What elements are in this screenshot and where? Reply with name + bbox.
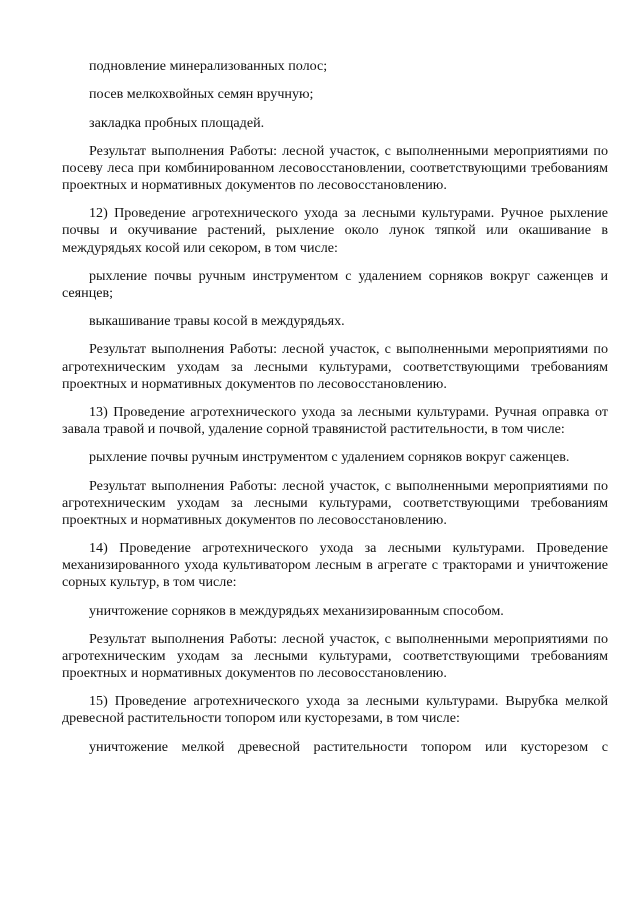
paragraph-weed-destruction: уничтожение сорняков в междурядьях механизированным способом. (89, 602, 504, 619)
paragraph-item-15: 15) Проведение агротехнического ухода за лесными культурами. Вырубка мелкой древесной растительности топором или кусторезами, в том числе: (62, 693, 608, 727)
paragraph-manual-sowing: посев мелкохвойных семян вручную; (89, 86, 314, 103)
paragraph-mowing: выкашивание травы косой в междурядьях. (89, 313, 345, 330)
paragraph-loosening-seedlings: рыхление почвы ручным инструментом с удалением сорняков вокруг саженцев и сеянцев; (62, 267, 608, 301)
paragraph-mineralized-strips: подновление минерализованных полос; (89, 58, 328, 74)
paragraph-item-14: 14) Проведение агротехнического ухода за лесными культурами. Проведение механизированного ухода культиватором лесным в агрегате с тракторами и уничтожение сорных культур, в том числе: (62, 540, 608, 591)
paragraph-loosening-saplings: рыхление почвы ручным инструментом с удалением сорняков вокруг саженцев. (89, 449, 570, 466)
paragraph-result-care-3: Результат выполнения Работы: лесной участок, с выполненными мероприятиями по агротехническим уходам за лесными культурами, соответствующими требованиям проектных и нормативных документов по лесовосстановлению. (62, 630, 608, 681)
document-body (62, 58, 608, 767)
paragraph-result-sowing: Результат выполнения Работы: лесной участок, с выполненными мероприятиями по посеву леса при комбинированном лесовосстановлении, соответствующими требованиям проектных и нормативных документов по лесовосстановлению. (62, 142, 608, 194)
paragraph-item-12: 12) Проведение агротехнического ухода за лесными культурами. Ручное рыхление почвы и окучивание растений, рыхление около лунок тяпкой или окашивание в междурядьях косой или секором, в том числе: (62, 205, 608, 256)
paragraph-result-care-2: Результат выполнения Работы: лесной участок, с выполненными мероприятиями по агротехническим уходам за лесными культурами, соответствующими требованиям проектных и нормативных документов по лесовосстановлению. (62, 477, 608, 528)
paragraph-small-trees-removal: уничтожение мелкой древесной растительности топором или кусторезом с (89, 738, 608, 755)
paragraph-item-13: 13) Проведение агротехнического ухода за лесными культурами. Ручная оправка от завала травой и почвой, удаление сорной травянистой растительности, в том числе: (62, 403, 608, 437)
paragraph-sample-plots: закладка пробных площадей. (89, 114, 265, 131)
paragraph-result-care-1: Результат выполнения Работы: лесной участок, с выполненными мероприятиями по агротехническим уходам за лесными культурами, соответствующими требованиям проектных и нормативных документов по лесовосстановлению. (62, 341, 608, 392)
